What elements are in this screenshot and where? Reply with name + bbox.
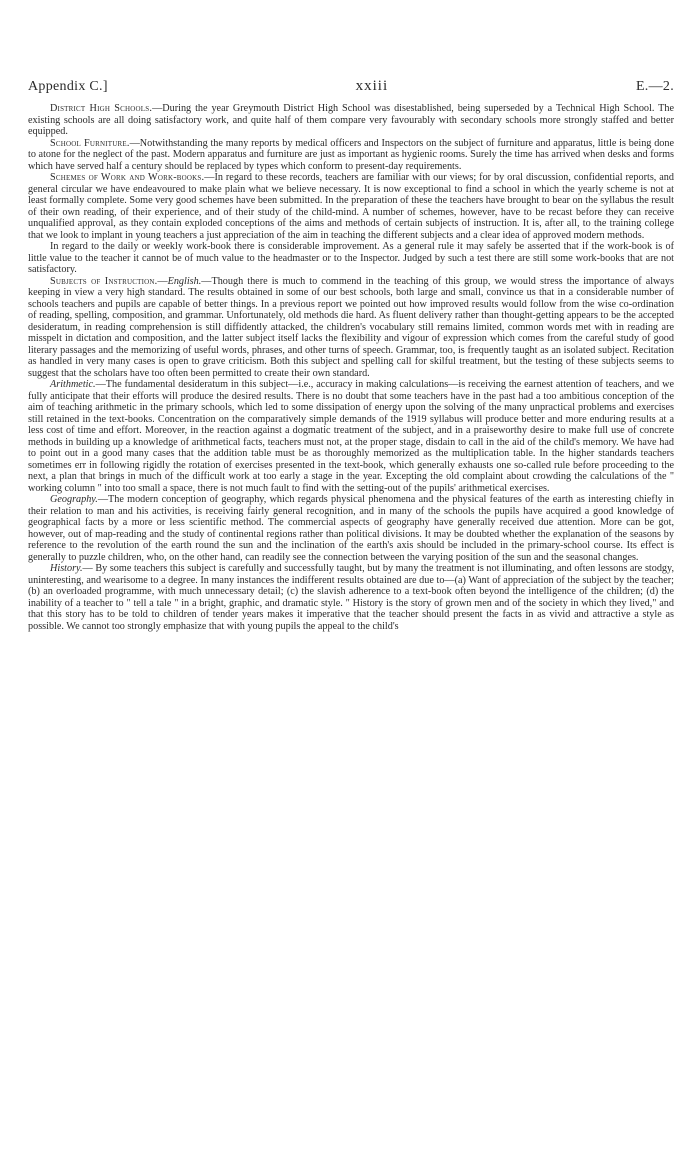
paragraph-text: In regard to the daily or weekly work-book there is considerable improvement. As a general rule it may safely be asserted that if the work-book is of little value to the teacher it cannot be of much value to the headmaster or to the Inspector. Judged by such a test there are still some work-books that are not satisfactory. [28,241,674,275]
section-heading: Schemes of Work and Work-books. [50,172,205,183]
paragraph-text: —Notwithstanding the many reports by medical officers and Inspectors on the subject of furniture and apparatus, little is being done to atone for the neglect of the past. Modern apparatus and furniture are just as important as hygienic rooms. Surely the time has arrived when desks and forms which have served half a century should be replaced by types which conform to present-day requirements. [28,137,674,172]
section-heading: District High Schools. [50,103,153,114]
page-number: xxiii [355,78,389,94]
section-heading: School Furniture. [50,137,130,149]
subsection-separator: — [157,275,168,287]
paragraph-text: —The fundamental desideratum in this subject—i.e., accuracy in making calculations—is receiving the earnest attention of teachers, and we fully anticipate that their efforts will produce the desired results. There is no doubt that some teachers have in the past had a too ambitious conception of the aim of teaching arithmetic in the primary schools, which led to some dissipation of energy upon the solving of the many unpractical problems and exercises still retained in the text-books. Concentration on the comparatively simple demands of the 1919 syllabus will produce better and more enduring results at a less cost of time and effort. Moreover, in the reaction against a dogmatic treatment of the subject, and in a praiseworthy desire to make full use of concrete methods in building up a knowledge of arithmetical facts, teachers must not, at the proper stage, disdain to call in the aid of the child's memory. We have had to point out in a good many cases that the addition table must be as thoroughly memorized as the multiplication table. In the higher standards teachers sometimes err in following rigidly the rotation of exercises presented in the text-book, which generally exhausts one so-called rule before proceeding to the next, a plan that brings in much of the difficult work at too early a stage in the year. Excepting the old complaint about crowding the calculations of the " working column " into too small a space, there is not much fault to find with the setting-out of the pupils' arithmetical exercises. [28,379,674,494]
subsection-heading: History. [50,563,83,574]
paragraph-district-high-schools [28,103,674,138]
paragraph-text: —During the year Greymouth District High School was disestablished, being superseded by a Technical High School. The existing schools are all doing satisfactory work, and quite half of them compare very favourably with secondary schools more strongly staffed and better equipped. [28,103,674,137]
paragraph-arithmetic [28,379,674,494]
body-text [28,103,674,632]
paragraph-work-books [28,241,674,276]
paragraph-text: —The modern conception of geography, which regards physical phenomena and the physical features of the earth as interesting chiefly in their relation to man and his activities, is receiving fairly general recognition, and in many of the schools the pupils have acquired a good knowledge of geographical facts by a more or less scientific method. The commercial aspects of geography have generally received due attention. More can be got, however, out of map-reading and the study of continental regions rather than political divisions. It may be doubted whether the explanation of the seasons by reference to the revolution of the earth round the sun and the inclination of the earth's axis should be included in the primary-school course. Its effect is generally to puzzle children, who, on the other hand, can readily see the connection between the varying position of the sun and the seasonal changes. [28,494,674,563]
paragraph-geography [28,494,674,563]
appendix-label: Appendix C.] [28,79,108,94]
document-page [28,78,674,632]
document-code: E.—2. [635,79,674,94]
subsection-heading: English. [167,275,202,287]
paragraph-text: —In regard to these records, teachers are familiar with our views; for by oral discussion, confidential reports, and general circular we have endeavoured to make plain what we believe necessary. It is now exceptional to find a school in which the yearly scheme is not at least formally complete. Some very good schemes have been submitted. In the preparation of these the teachers have brought to bear on the syllabus the result of their own reading, of their experience, and of their study of the child-mind. A number of schemes, however, have to be recast before they can receive unqualified approval, as they contain exploded conceptions of the aims and methods of certain subjects of instruction. It is, after all, to the training college that we look to implant in young teachers a just appreciation of the aim in teaching the different subjects and a clear idea of approved modern methods. [28,172,674,241]
paragraph-text: —Though there is much to commend in the teaching of this group, we would stress the importance of always keeping in view a very high standard. The results obtained in some of our best schools, both large and small, convince us that in a considerable number of schools teachers and pupils are capable of better things. In a previous report we pointed out how improved results would follow from the wise co-ordination of reading, spelling, composition, and grammar. Unfortunately, old methods die hard. As fluent delivery rather than thought-getting appears to be the accepted desideratum, in reading comprehension is still diffidently attacked, the children's vocabulary still remains limited, common words met with in reading are misspelt in dictation and composition, and the latter subject itself lacks the flexibility and vigour of expression which comes from the careful study of good literary passages and the memorizing of useful words, phrases, and other turns of speech. Grammar, too, is frequently taught as an isolated subject. Recitation as handled in very many cases is open to grave criticism. Both this subject and spelling call for skilful treatment, but the testing of these subjects seems to suggest that the scholars have too often been permitted to create their own standard. [28,275,674,379]
paragraph-text: — By some teachers this subject is carefully and successfully taught, but by many the treatment is not illuminating, and often lessons are stodgy, uninteresting, and wearisome to a degree. In many instances the indifferent results obtained are due to—(a) Want of appreciation of the subject by the teacher; (b) an overloaded programme, with much unnecessary detail; (c) the slavish adherence to a text-book often beyond the intelligence of the children; (d) the inability of a teacher to " tell a tale " in a bright, graphic, and dramatic style. " History is the story of grown men and of the society in which they lived," and that this story has to be told to children of tender years makes it imperative that the teacher should present the facts in as vivid and attractive a style as possible. We cannot too strongly emphasize that with young pupils the appeal to the child's [28,563,674,632]
paragraph-history [28,563,674,632]
page-header [28,78,674,95]
subsection-heading: Geography. [50,494,98,505]
paragraph-english [28,276,674,380]
paragraph-school-furniture [28,138,674,173]
section-heading: Subjects of Instruction. [50,275,158,287]
subsection-heading: Arithmetic. [50,379,96,390]
paragraph-schemes-of-work [28,172,674,241]
